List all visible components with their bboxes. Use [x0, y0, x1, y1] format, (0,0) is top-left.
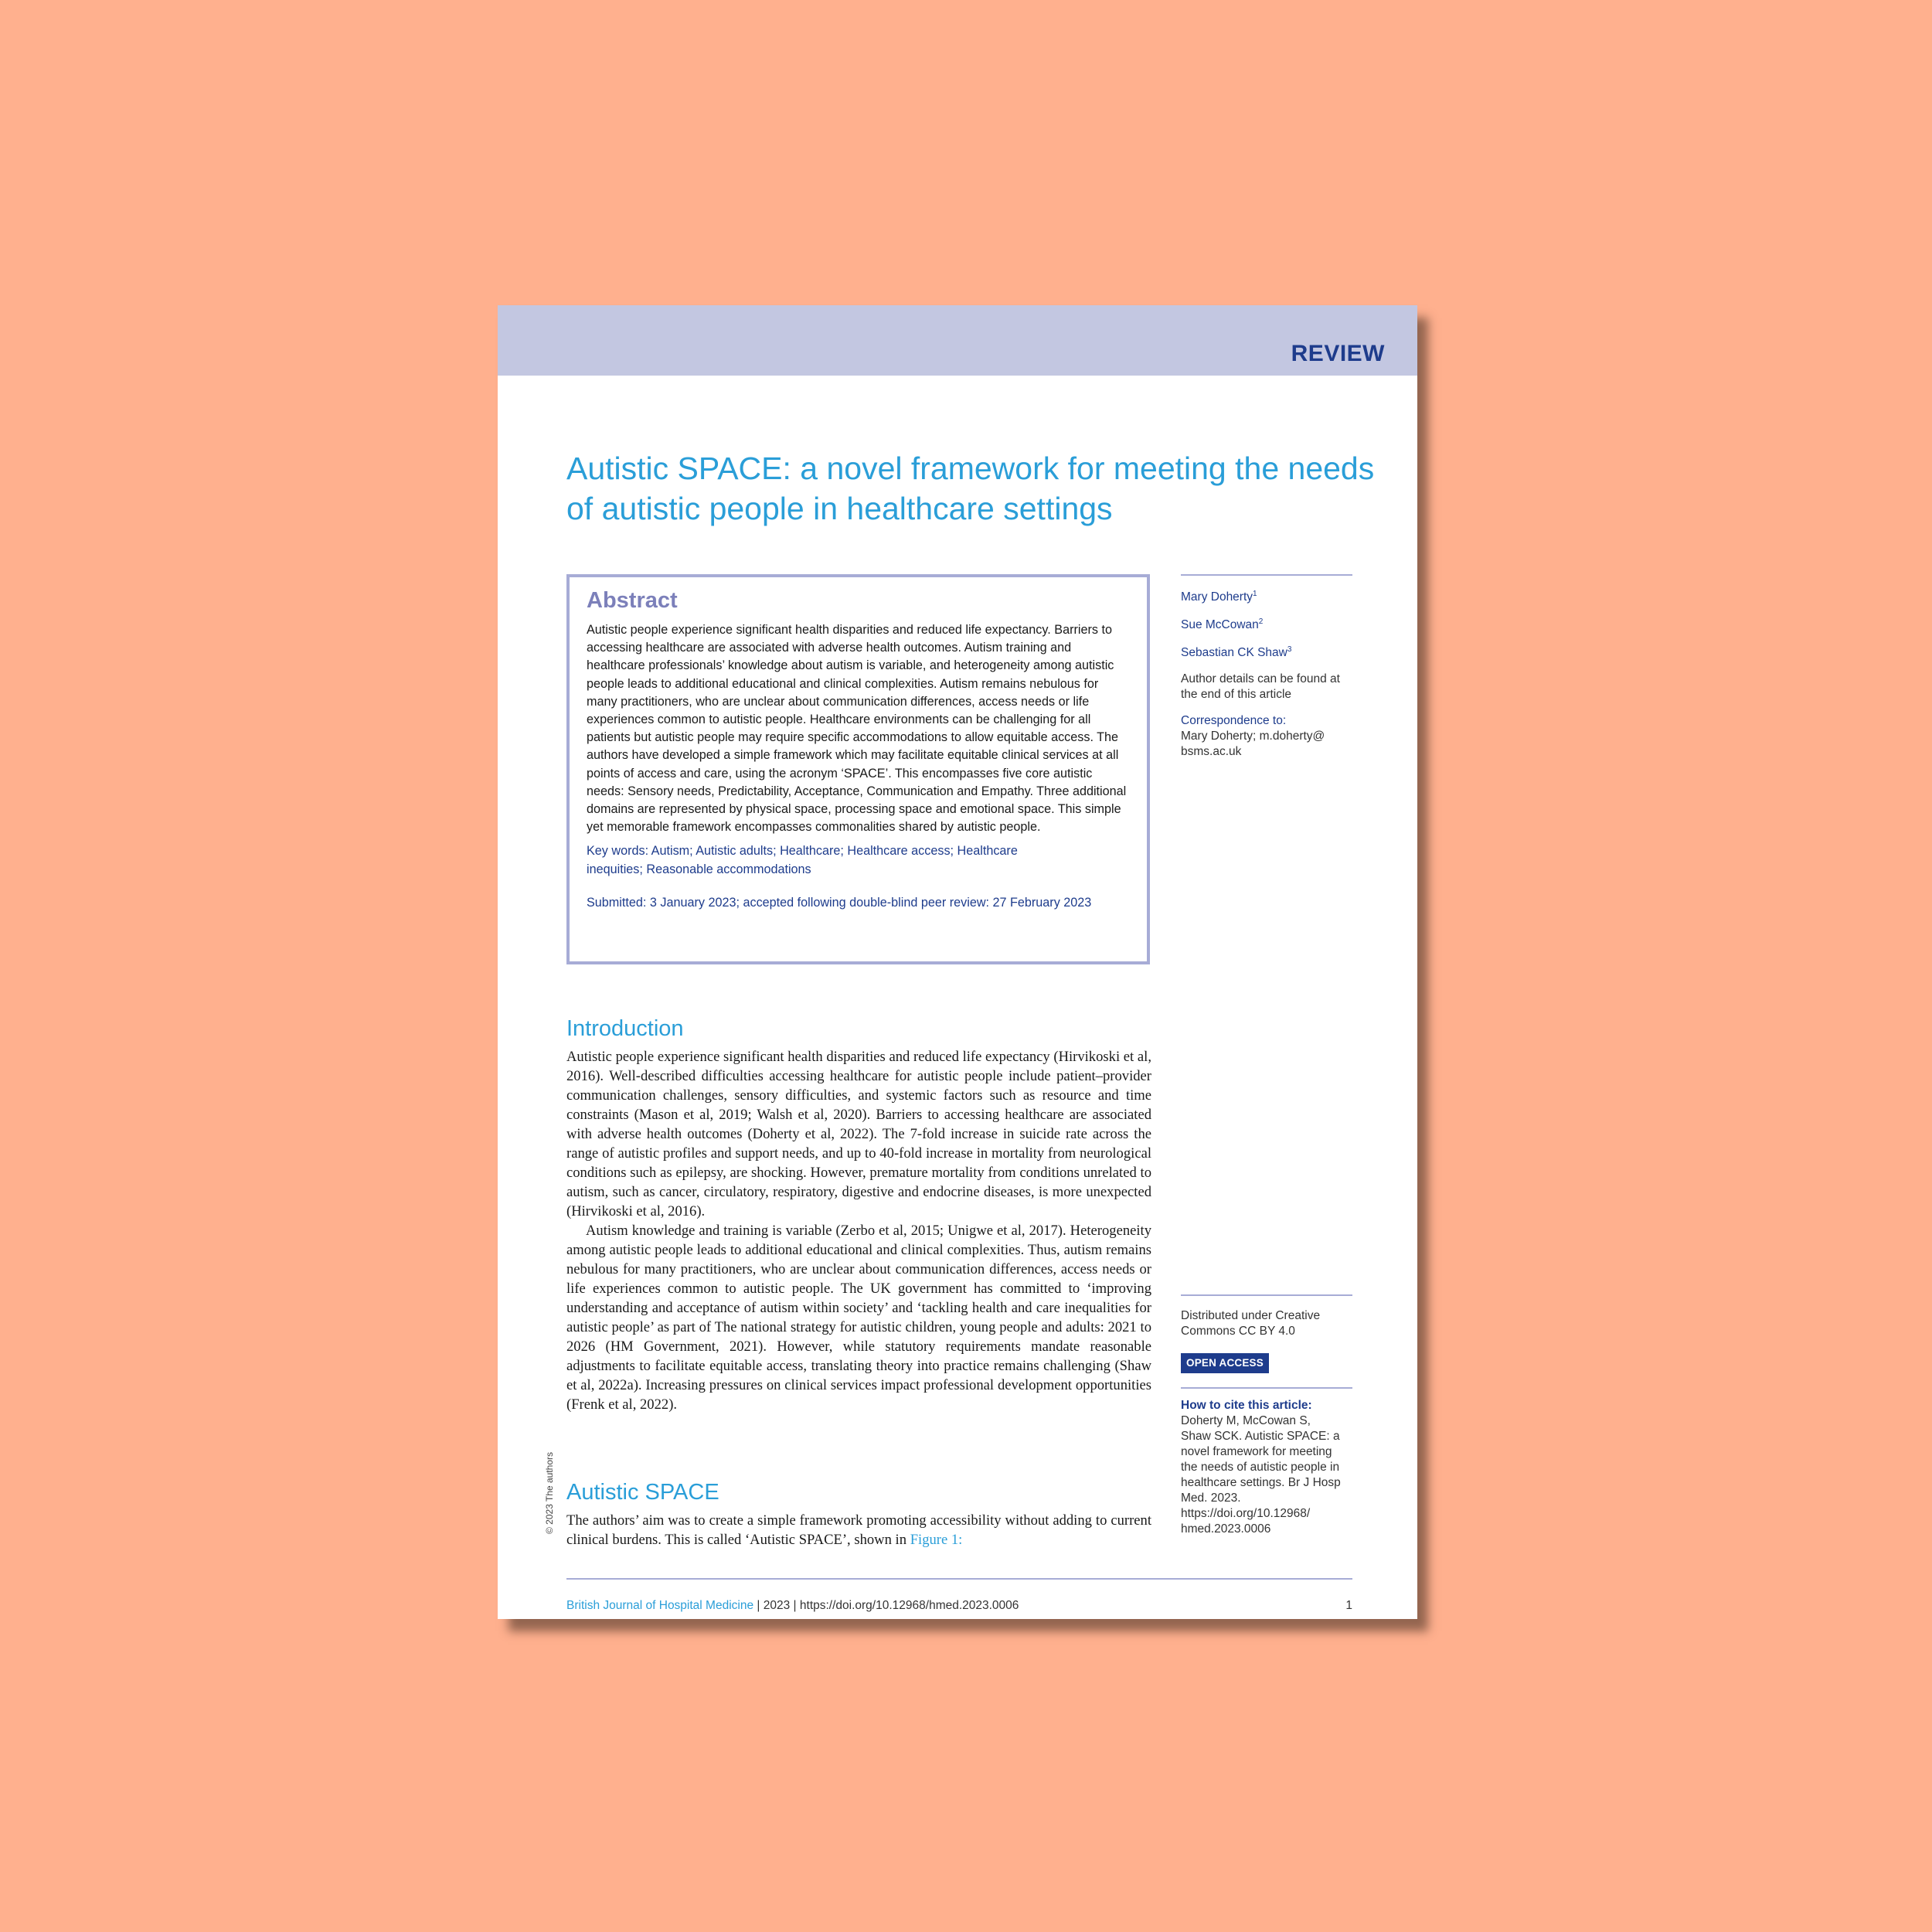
introduction-paragraph: Autistic people experience significant health disparities and reduced life expectancy (Hirvikoski et al, 2016). Well-described difficulties accessing healthcare for autistic people include patient–provider communication challenges, sensory difficulties, and systemic factors such as resource and time constraints (Mason et al, 2019; Walsh et al, 2020). Barriers to accessing healthcare are associated with adverse health outcomes (Doherty et al, 2022). The 7-fold increase in suicide rate across the range of autistic profiles and support needs, and up to 40-fold increase in mortality from neurological conditions such as epilepsy, are shocking. However, premature mortality from conditions unrelated to autism, such as cancer, circulatory, respiratory, digestive and endocrine diseases, is more unexpected (Hirvikoski et al, 2016). [566, 1049, 1151, 1219]
autistic-space-body [566, 1511, 1151, 1549]
page-number: 1 [1345, 1599, 1352, 1612]
author-sidebar [1181, 574, 1352, 760]
footer-separator: | [757, 1599, 764, 1612]
footer-doi[interactable]: https://doi.org/10.12968/hmed.2023.0006 [799, 1599, 1019, 1612]
author-name[interactable]: Mary Doherty$^1$ [1181, 590, 1257, 604]
autistic-space-paragraph: The authors’ aim was to create a simple framework promoting accessibility without adding to current clinical burdens. This is called ‘Autistic SPACE’, shown in Figure 1: [566, 1512, 1151, 1548]
footer-separator: | [793, 1599, 800, 1612]
correspondence [1181, 713, 1352, 760]
introduction-body [566, 1047, 1151, 1414]
author-name[interactable]: Sebastian CK Shaw$^3$ [1181, 645, 1292, 660]
author-name[interactable]: Sue McCowan$^2$ [1181, 617, 1264, 632]
footer-year: 2023 [763, 1599, 791, 1612]
cite-heading: How to cite this article: [1181, 1399, 1312, 1412]
license-divider [1181, 1294, 1352, 1296]
submission-dates: Submitted: 3 January 2023; accepted following double-blind peer review: 27 February 2023 [587, 895, 1092, 910]
open-access-badge: OPEN ACCESS [1181, 1353, 1269, 1373]
autistic-space-heading: Autistic SPACE [566, 1480, 719, 1505]
introduction-heading: Introduction [566, 1016, 684, 1041]
license-text: Distributed under Creative Commons CC BY 4.0 [1181, 1309, 1321, 1338]
journal-name[interactable]: British Journal of Hospital Medicine [566, 1599, 754, 1612]
figure-1-link[interactable]: Figure 1: [910, 1532, 963, 1548]
correspondence-label: Correspondence to: [1181, 714, 1287, 728]
article-page [498, 305, 1417, 1619]
abstract-heading: Abstract [587, 588, 678, 613]
page-footer [566, 1599, 1352, 1613]
abstract-box [566, 574, 1150, 964]
cite-text: Doherty M, McCowan S, Shaw SCK. Autistic SPACE: a novel framework for meeting the needs of autistic people in healthcare settings. Br J Hosp Med. 2023. https://doi.org/10.12968/ hmed.2023.0006 [1181, 1414, 1341, 1536]
introduction-paragraph: Autism knowledge and training is variable (Zerbo et al, 2015; Unigwe et al, 2017). Heterogeneity among autistic people leads to additional educational and clinical complexities. Thus, autism remains nebulous for many practitioners, who are unclear about communication differences, access needs or life experiences common to autistic people. The UK government has committed to ‘improving understanding and acceptance of autism within society’ and ‘tackling health and care inequalities for autistic people’ as part of The national strategy for autistic children, young people and adults: 2021 to 2026 (HM Government, 2021). However, while statutory requirements mandate reasonable adjustments to facilitate equitable access, translating theory into practice remains challenging (Shaw et al, 2022a). Increasing pressures on clinical services impact professional development opportunities (Frenk et al, 2022). [566, 1223, 1151, 1413]
author-details-note: Author details can be found at the end of this article [1181, 672, 1340, 702]
correspondence-email[interactable]: Mary Doherty; m.doherty@ bsms.ac.uk [1181, 730, 1325, 759]
header-band [498, 305, 1417, 376]
cite-divider [1181, 1387, 1352, 1389]
footer-divider [566, 1578, 1352, 1580]
license-sidebar [1181, 1294, 1352, 1537]
article-title: Autistic SPACE: a novel framework for meeting the needs of autistic people in healthcare settings [566, 451, 1375, 526]
abstract-text: Autistic people experience significant health disparities and reduced life expectancy. Barriers to accessing healthcare are associated with adverse health outcomes. Autism training and healthcare professionals’ knowledge about autism is variable, and heterogeneity among autistic people leads to additional educational and clinical complexities. Autism remains nebulous for many practitioners, who are unclear about communication differences, access needs or life experiences common to autistic people. Healthcare environments can be challenging for all patients but autistic people may require specific accommodations to allow equitable access. The authors have developed a simple framework which may facilitate equitable clinical services at all points of access and care, using the acronym ‘SPACE’. This encompasses five core autistic needs: Sensory needs, Predictability, Acceptance, Communication and Empathy. Three additional domains are represented by physical space, processing space and emotional space. This simple yet memorable framework encompasses commonalities shared by autistic people. [587, 623, 1127, 835]
keywords: Key words: Autism; Autistic adults; Healthcare; Healthcare access; Healthcare inequities; Reasonable accommodations [587, 844, 1018, 876]
sidebar-divider [1181, 574, 1352, 576]
article-type-label: REVIEW [1291, 341, 1385, 366]
copyright-notice: © 2023 The authors [544, 1451, 555, 1534]
